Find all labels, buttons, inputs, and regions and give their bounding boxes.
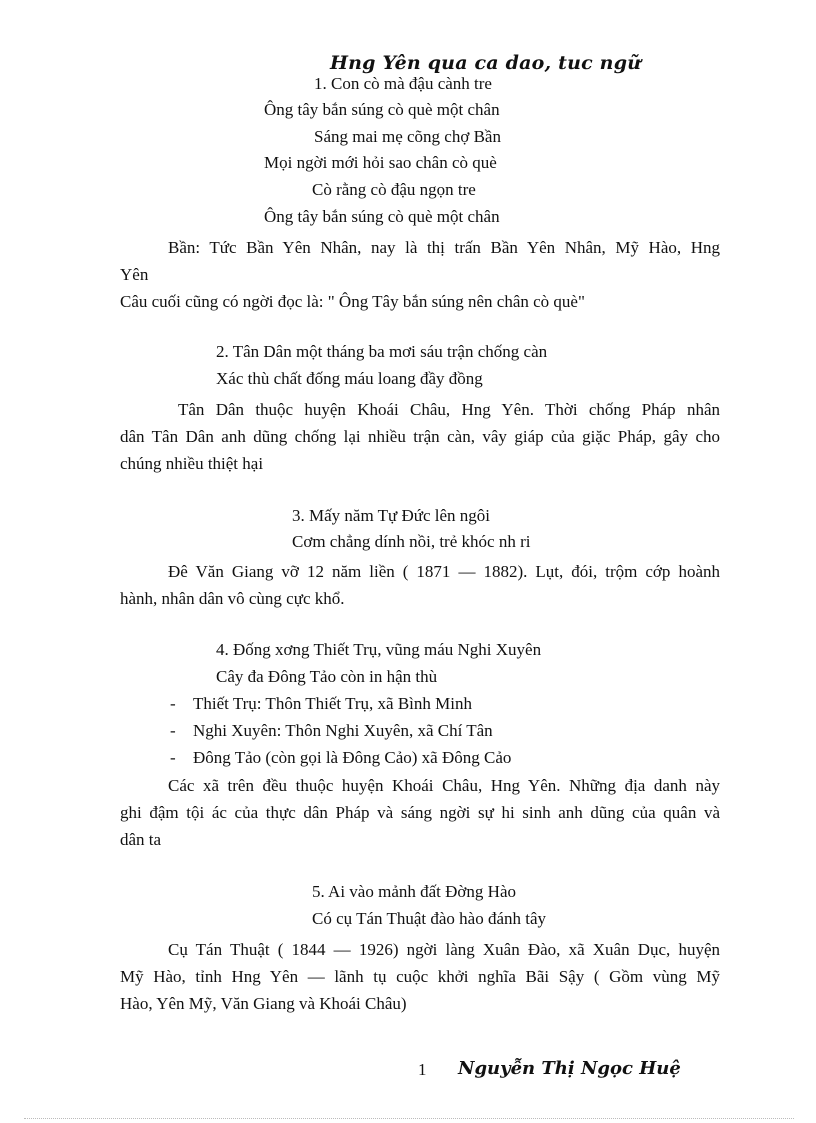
verse-line: 1. Con cò mà đậu cành tre xyxy=(314,74,492,93)
note-line: Các xã trên đều thuộc huyện Khoái Châu, Hng Yên. Những địa danh này xyxy=(168,776,720,795)
bullet-dash: - xyxy=(170,721,176,740)
page-title: Hng Yên qua ca dao, tuc ngữ xyxy=(330,52,642,74)
verse-line: Cơm chẳng dính nồi, trẻ khóc nh ri xyxy=(292,532,531,551)
verse-line: 3. Mấy năm Tự Đức lên ngôi xyxy=(292,506,490,525)
verse-line: 2. Tân Dân một tháng ba mơi sáu trận chống càn xyxy=(216,342,548,361)
note-line: Yên xyxy=(120,265,149,284)
list-item: Nghi Xuyên: Thôn Nghi Xuyên, xã Chí Tân xyxy=(193,721,493,740)
page-bottom-divider xyxy=(24,1118,794,1119)
list-item: Đông Tảo (còn gọi là Đông Cảo) xã Đông Cảo xyxy=(193,748,512,767)
verse-line: 5. Ai vào mảnh đất Đờng Hào xyxy=(312,882,516,901)
note-line: Cụ Tán Thuật ( 1844 — 1926) ngời làng Xuân Đào, xã Xuân Dục, huyện xyxy=(168,940,720,959)
note-line: dân ta xyxy=(120,830,162,849)
verse-line: Sáng mai mẹ cõng chợ Bần xyxy=(314,127,501,146)
bullet-dash: - xyxy=(170,748,176,767)
note-line: Mỹ Hào, tỉnh Hng Yên — lãnh tụ cuộc khởi nghĩa Bãi Sậy ( Gồm vùng Mỹ xyxy=(120,967,720,986)
note-paragraph xyxy=(120,396,720,477)
note-paragraph xyxy=(120,936,720,1017)
verse-line: Mọi ngời mới hỏi sao chân cò què xyxy=(264,153,497,172)
bullet-dash: - xyxy=(170,694,176,713)
note-line: Câu cuối cũng có ngời đọc là: " Ông Tây bắn súng nên chân cò què" xyxy=(120,292,585,311)
verse-line: Cò rằng cò đậu ngọn tre xyxy=(312,180,476,199)
note-line: Đê Văn Giang vỡ 12 năm liền ( 1871 — 1882). Lụt, đói, trộm cớp hoành xyxy=(168,562,720,581)
verse-line: Ông tây bắn súng cò què một chân xyxy=(264,100,500,119)
note-line: hành, nhân dân vô cùng cực khổ. xyxy=(120,589,345,608)
page-number: 1 xyxy=(418,1060,427,1079)
note-paragraph xyxy=(120,234,720,315)
note-line: dân Tân Dân anh dũng chống lại nhiều trận càn, vây giáp của giặc Pháp, gây cho xyxy=(120,427,720,446)
verse-line: Cây đa Đông Tảo còn in hận thù xyxy=(216,667,438,686)
verse-line: 4. Đống xơng Thiết Trụ, vũng máu Nghi Xuyên xyxy=(216,640,542,659)
note-line: chúng nhiều thiệt hại xyxy=(120,454,264,473)
note-paragraph xyxy=(120,772,720,853)
note-line: ghi đậm tội ác của thực dân Pháp và sáng ngời sự hi sinh anh dũng của quân và xyxy=(120,803,720,822)
author-name: Nguyễn Thị Ngọc Huệ xyxy=(458,1058,681,1079)
note-line: Tân Dân thuộc huyện Khoái Châu, Hng Yên. Thời chống Pháp nhân xyxy=(178,400,720,419)
list-item: Thiết Trụ: Thôn Thiết Trụ, xã Bình Minh xyxy=(193,694,472,713)
verse-line: Ông tây bắn súng cò què một chân xyxy=(264,207,500,226)
note-paragraph xyxy=(120,558,720,612)
note-line: Hào, Yên Mỹ, Văn Giang và Khoái Châu) xyxy=(120,994,407,1013)
note-line: Bần: Tức Bần Yên Nhân, nay là thị trấn Bần Yên Nhân, Mỹ Hào, Hng xyxy=(168,238,720,257)
verse-line: Xác thù chất đống máu loang đầy đồng xyxy=(216,369,483,388)
verse-line: Có cụ Tán Thuật đào hào đánh tây xyxy=(312,909,547,928)
